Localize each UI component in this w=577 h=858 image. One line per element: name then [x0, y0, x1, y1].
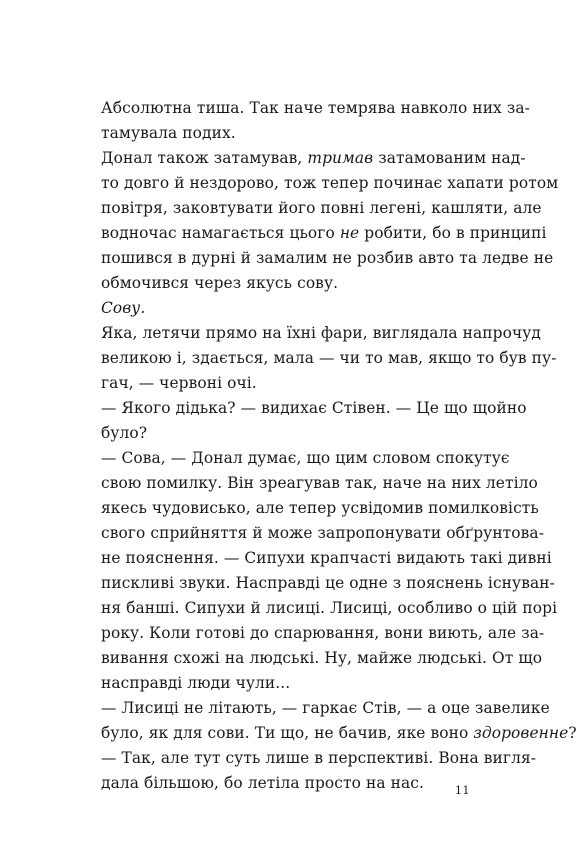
- text-line: пискливі звуки. Насправді це одне з пояснень існуван-: [101, 574, 555, 592]
- text-line: вивання схожі на людські. Ну, майже людські. От що: [101, 649, 543, 667]
- text-line: ня банші. Сипухи й лисиці. Лисиці, особливо о цій порі: [101, 599, 558, 617]
- text-line: великою і, здається, мала — чи то мав, якщо то був пу-: [101, 349, 557, 367]
- text-line: було?: [101, 424, 148, 442]
- text-line: то довго й нездорово, тож тепер починає хапати ротом: [101, 174, 559, 192]
- text-line: якесь чудовисько, але тепер усвідомив помилковість: [101, 499, 539, 517]
- text-line: Сову.: [101, 299, 146, 317]
- emphasis-text: не: [339, 224, 360, 242]
- text-line: водночас намагається цього не робити, бо в принципі: [101, 224, 547, 242]
- text-line: Донал також затамував, тримав затамованим над-: [101, 149, 526, 167]
- text-line: — Лисиці не літають, — гаркає Стів, — а оце завелике: [101, 699, 550, 717]
- text-line: Абсолютна тиша. Так наче темрява навколо них за-: [101, 99, 530, 117]
- text-line: обмочився через якусь сову.: [101, 274, 339, 292]
- text-line: свою помилку. Він зреагував так, наче на них летіло: [101, 474, 538, 492]
- text-line: року. Коли готові до спарювання, вони виють, але за-: [101, 624, 545, 642]
- text-line: пошився в дурні й замалим не розбив авто та ледве не: [101, 249, 554, 267]
- emphasis-text: тримав: [307, 149, 374, 167]
- text-line: — Якого дідька? — видихає Стівен. — Це що щойно: [101, 399, 527, 417]
- text-line: було, як для сови. Ти що, не бачив, яке воно здоровенне?: [101, 724, 577, 742]
- text-line: — Сова, — Донал думає, що цим словом спокутує: [101, 449, 510, 467]
- text-line: — Так, але тут суть лише в перспективі. Вона вигля-: [101, 749, 537, 767]
- page-number: 11: [455, 784, 470, 797]
- text-line: Яка, летячи прямо на їхні фари, виглядала напрочуд: [101, 324, 541, 342]
- text-line: гач, — червоні очі.: [101, 374, 257, 392]
- text-line: не пояснення. — Сипухи крапчасті видають такі дивні: [101, 549, 552, 567]
- text-line: дала більшою, бо летіла просто на нас.: [101, 774, 424, 792]
- text-line: повітря, заковтувати його повні легені, кашляти, але: [101, 199, 542, 217]
- emphasis-text: здоровенне: [473, 724, 569, 742]
- text-line: тамувала подих.: [101, 124, 236, 142]
- text-line: насправді люди чули...: [101, 674, 291, 692]
- text-line: свого сприйняття й може запропонувати обґрунтова-: [101, 524, 545, 542]
